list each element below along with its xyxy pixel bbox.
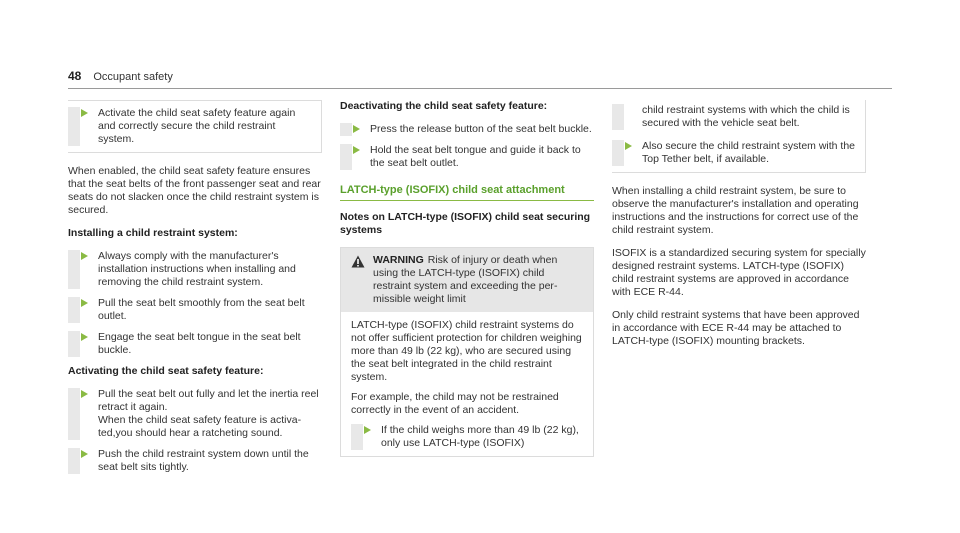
warning-example-text: For example, the child may not be restrained correctly in the event of an accident. [351,391,559,416]
step-text: If the child weighs more than 49 lb (22 kg), only use LATCH-type (ISOFIX) [381,424,579,449]
step-text: Pull the seat belt smoothly from the seat belt outlet. [98,297,305,322]
activating-step-2 [68,448,322,474]
deactivating-step-2 [340,144,594,170]
step-bar [68,250,80,289]
step-bar [68,331,80,357]
warning-box [340,247,594,457]
intro-step [68,100,322,153]
page-number: 48 [68,69,82,83]
isofix-paragraph-3: Only child restraint systems that have been approved in accordance with ECE R-44 may be attached to LATCH-type (ISOFIX) mounting brackets. [612,309,860,347]
warning-step [351,424,583,450]
step-text: Pull the seat belt out fully and let the inertia reel retract it again. When the child seat safety feature is activated,you should hear a ratcheting sound. [98,388,319,439]
activating-step-1 [68,388,322,440]
arrow-right-icon [81,390,88,398]
install-heading: Installing a child restraint system: [68,227,238,239]
install-step-2 [68,297,322,323]
activating-heading: Activating the child seat safety feature: [68,365,264,377]
step-text: child restraint systems with which the child is secured with the vehicle seat belt. [642,104,850,129]
arrow-right-icon [81,450,88,458]
column-1 [68,100,322,482]
page-header [68,70,173,84]
step-text: Press the release button of the seat belt buckle. [370,123,592,135]
arrow-right-icon [625,142,632,150]
header-rule [68,88,892,89]
deactivating-step-1 [340,123,594,136]
notes-heading: Notes on LATCH-type (ISOFIX) child seat securing systems [340,211,591,236]
arrow-right-icon [81,109,88,117]
step-text: Always comply with the manufacturer's installation instructions when installing and removing the child restraint system. [98,250,296,288]
step-text: Engage the seat belt tongue in the seat belt buckle. [98,331,301,356]
also-step [612,140,857,166]
step-bar [68,448,80,474]
arrow-right-icon [81,333,88,341]
column-3 [612,100,866,358]
step-bar [612,104,624,130]
install-step-3 [68,331,322,357]
step-bar [612,140,624,166]
warning-header [341,248,593,312]
step-bar [340,144,352,170]
arrow-right-icon [81,299,88,307]
step-bar [68,107,80,146]
step-bar [340,123,352,136]
arrow-right-icon [81,252,88,260]
step-text: Hold the seat belt tongue and guide it back to the seat belt outlet. [370,144,581,169]
step-text: Activate the child seat safety feature again and correctly secure the child restraint system. [98,107,296,145]
arrow-right-icon [353,146,360,154]
step-text: Push the child restraint system down until the seat belt sits tightly. [98,448,309,473]
warning-headline: Risk of injury or death when using the LATCH-type (ISOFIX) child restraint system and exceeding the permissible weight limit [373,254,558,305]
step-text: Also secure the child restraint system with the Top Tether belt, if available. [642,140,856,165]
warning-body [341,312,593,456]
running-title: Occupant safety [93,71,173,83]
isofix-paragraph-2: ISOFIX is a standardized securing system for specially designed restraint systems. LATCH-type (ISOFIX) child restraint systems are approved in accordance with ECE R-44. [612,247,866,298]
deactivating-heading: Deactivating the child seat safety feature: [340,100,548,112]
column-2 [340,100,594,457]
warning-triangle-icon [351,255,365,306]
arrow-right-icon [353,125,360,133]
warning-continuation [612,100,866,173]
warning-headline-wrap [373,254,583,306]
warning-body-text: LATCH-type (ISOFIX) child restraint systems do not offer sufficient protection for children weighing more than 49 lb (22 kg), who are secured using the seat belt integrated in the child restraint system. [351,319,582,383]
section-title-latch: LATCH-type (ISOFIX) child seat attachment [340,184,594,201]
isofix-paragraph-1: When installing a child restraint system, be sure to observe the manufacturer's installation and operating instructions and the instructions for correct use of the child restraint system. [612,185,859,236]
step-bar [68,388,80,440]
continued-step [612,104,857,130]
when-enabled-paragraph: When enabled, the child seat safety feature ensures that the seat belts of the front passenger seat and rear seats do not slacken once the child restraint system is secured. [68,165,321,216]
warning-label: WARNING [373,254,424,266]
install-step-1 [68,250,322,289]
step-bar [351,424,363,450]
step-bar [68,297,80,323]
arrow-right-icon [364,426,371,434]
